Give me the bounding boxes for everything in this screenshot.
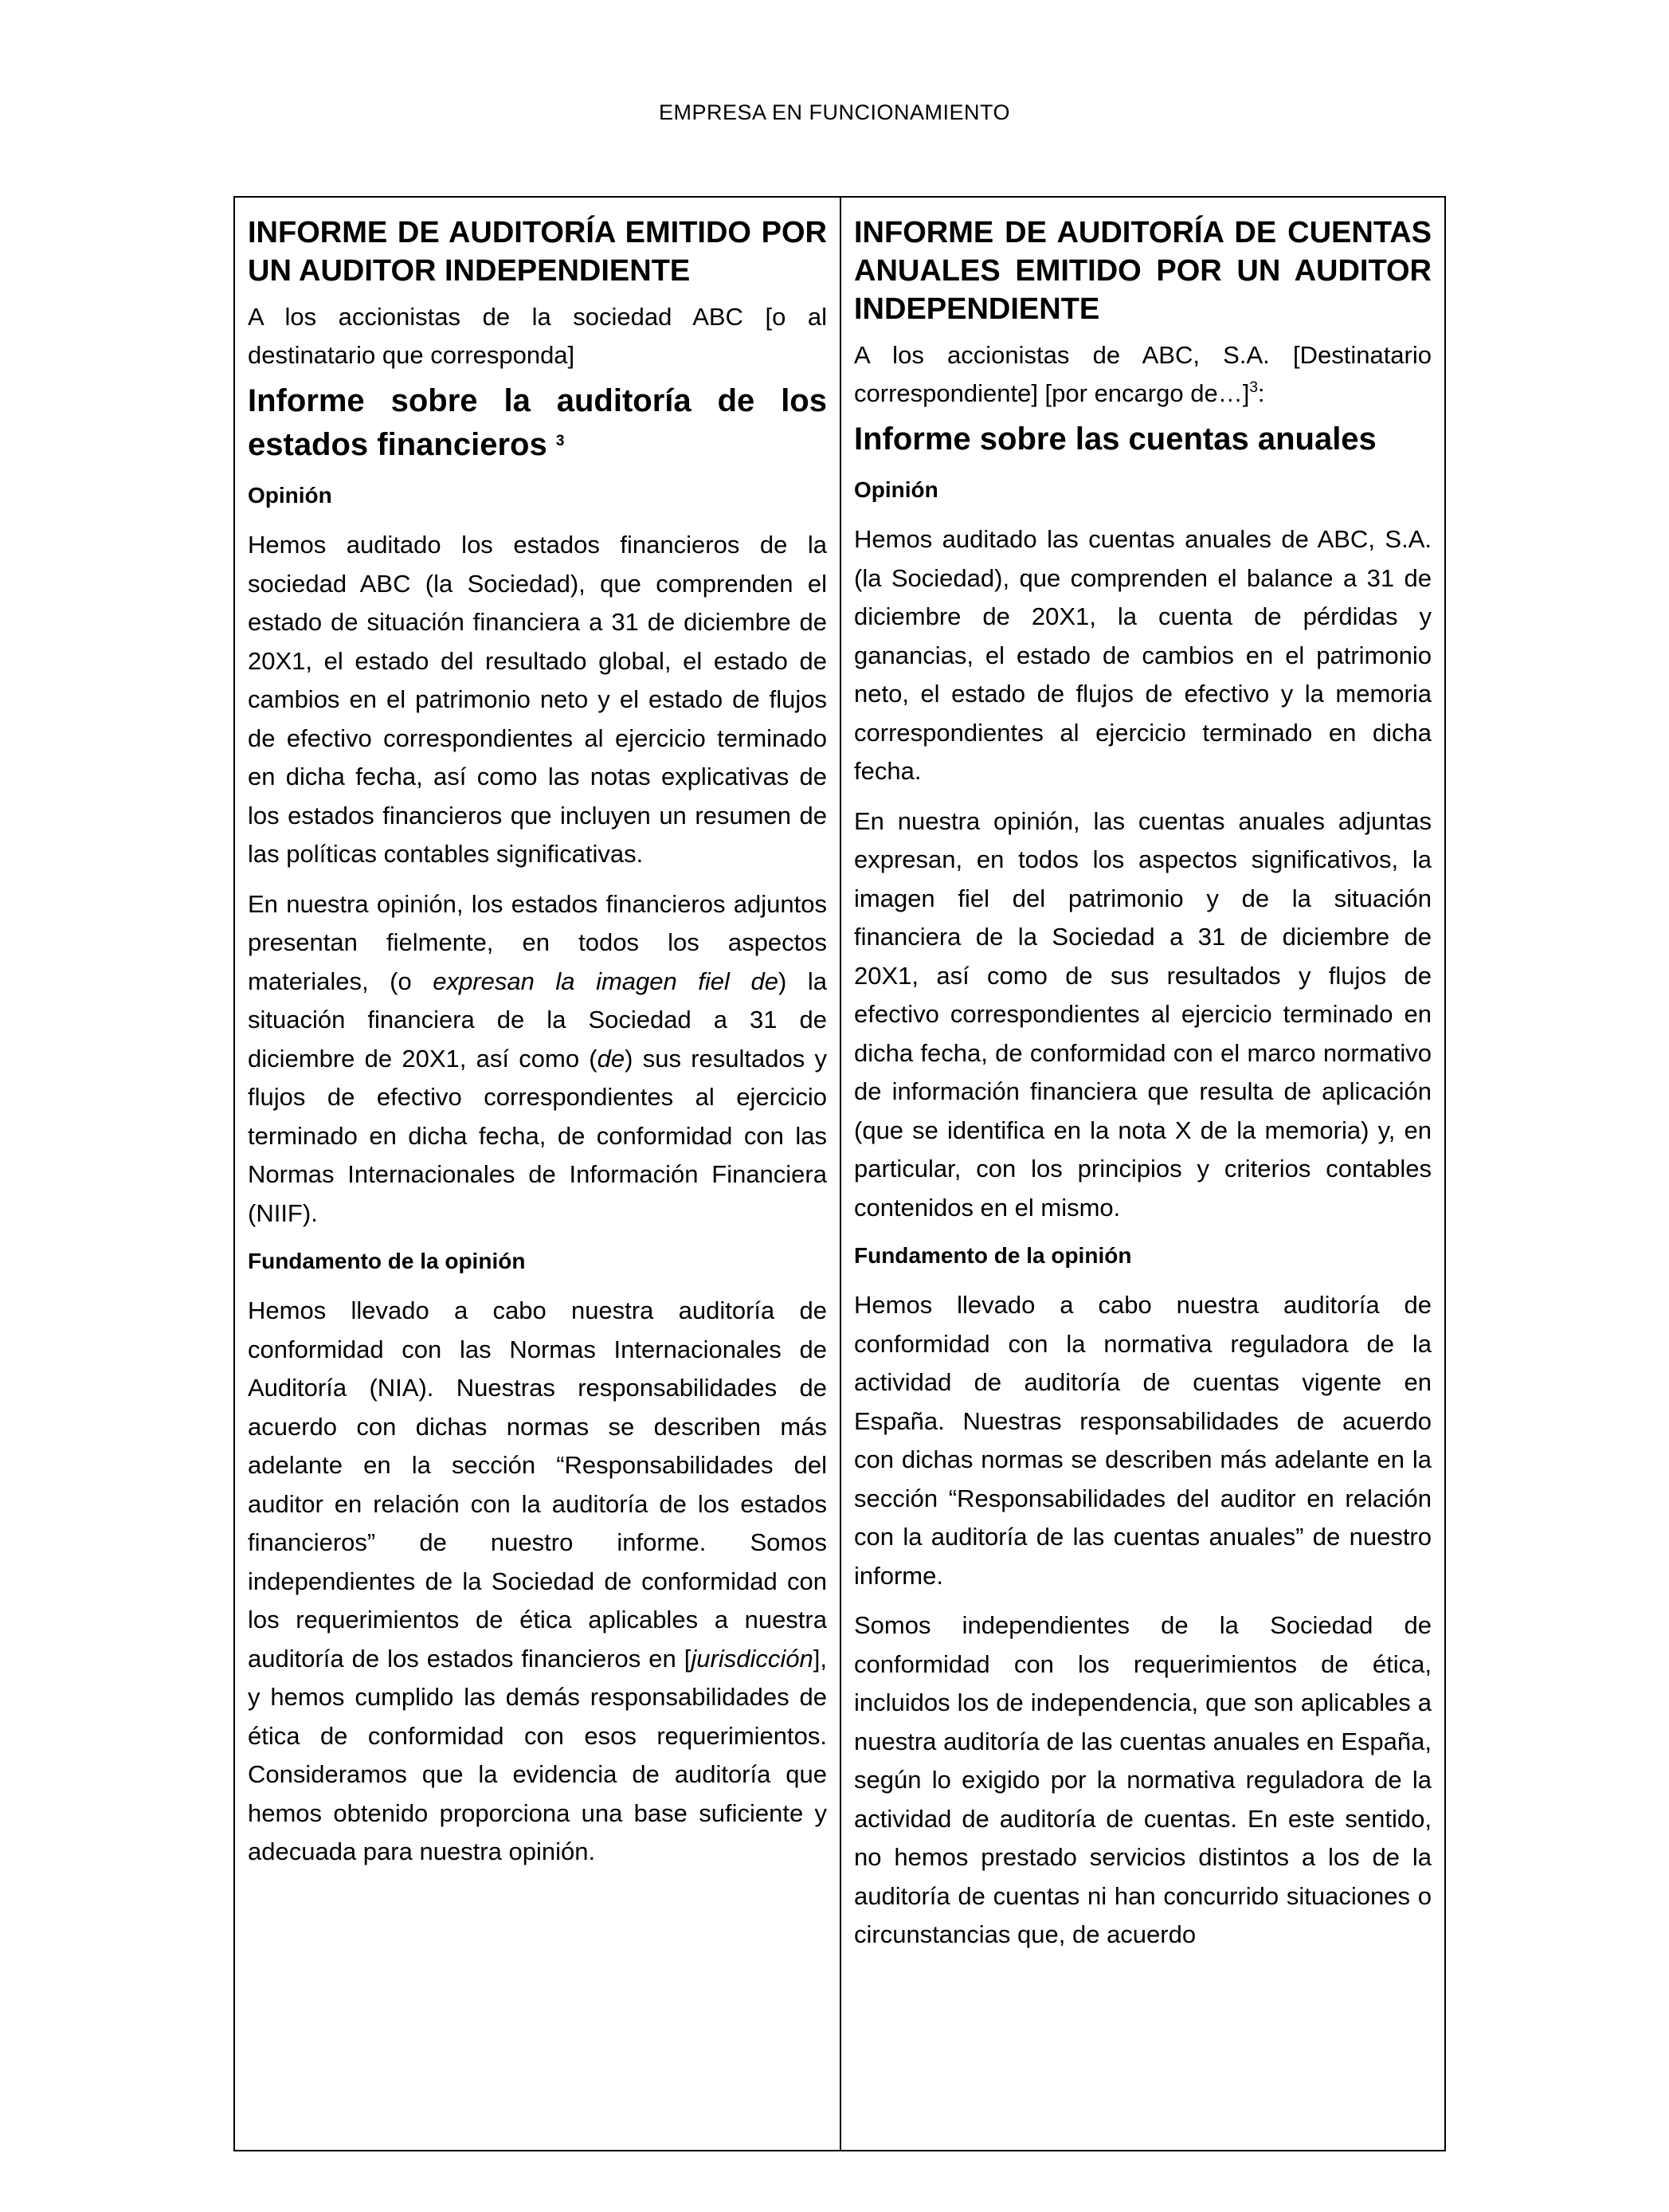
text-run: ], y hemos cumplido las demás responsabilidades de ética de conformidad con esos requerimientos. Consideramos que la evidencia de auditoría que hemos obtenido proporciona una base suficiente y adecuada para nuestra opinión. — [248, 1644, 827, 1865]
italic-run: expresan la imagen fiel de — [433, 967, 778, 995]
text-run: ) la situación financiera de la Sociedad a 31 de diciembre de 20X1, así como ( — [248, 967, 827, 1073]
right-opinion-paragraph-2: En nuestra opinión, las cuentas anuales adjuntas expresan, en todos los aspectos significativos, la imagen fiel del patrimonio y de la situación financiera de la Sociedad a 31 de diciembre de 20X1, así como de sus resultados y flujos de efectivo correspondientes al ejercicio terminado en dicha fecha, de conformidad con el marco normativo de información financiera que resulta de aplicación (que se identifica en la nota X de la memoria) y, en particular, con los principios y criterios contables contenidos en el mismo. — [854, 806, 1432, 1222]
left-opinion-paragraph-1: Hemos auditado los estados financieros de la sociedad ABC (la Sociedad), que comprenden el estado de situación financiera a 31 de diciembre de 20X1, el estado del resultado global, el estado de cambios en el patrimonio neto y el estado de flujos de efectivo correspondientes al ejercicio terminado en dicha fecha, así como las notas explicativas de los estados financieros que incluyen un resumen de las políticas contables significativas. — [248, 531, 827, 868]
left-basis-paragraph — [248, 1292, 827, 1872]
right-column — [841, 198, 1444, 2150]
left-addressee: A los accionistas de la sociedad ABC [o al destinatario que corresponda] — [248, 303, 827, 369]
text-run: A los accionistas de ABC, S.A. [Destinatario correspondiente] [por encargo de…] — [854, 341, 1432, 407]
left-heading-text: Informe sobre la auditoría de los estados financieros — [248, 383, 827, 462]
left-opinion-paragraph-2 — [248, 885, 827, 1233]
right-heading: Informe sobre las cuentas anuales — [854, 422, 1377, 457]
right-opinion-paragraph-1: Hemos auditado las cuentas anuales de ABC, S.A. (la Sociedad), que comprenden el balance a 31 de diciembre de 20X1, la cuenta de pérdidas y ganancias, el estado de cambios en el patrimonio neto, el estado de flujos de efectivo y la memoria correspondientes al ejercicio terminado en dicha fecha. — [854, 525, 1432, 785]
left-column — [235, 198, 840, 2150]
left-heading — [248, 379, 827, 467]
text-run: Hemos llevado a cabo nuestra auditoría de conformidad con las Normas Internacionales de Auditoría (NIA). Nuestras responsabilidades de acuerdo con dichas normas se describen más adelante en la sección “Responsabilidades del auditor en relación con la auditoría de los estados financieros” de nuestro informe. Somos independientes de la Sociedad de conformidad con los requerimientos de ética aplicables a nuestra auditoría de los estados financieros en [ — [248, 1296, 827, 1673]
page-header: EMPRESA EN FUNCIONAMIENTO — [658, 100, 1011, 124]
right-opinion-label: Opinión — [854, 477, 938, 502]
right-title: INFORME DE AUDITORÍA DE CUENTAS ANUALES EMITIDO POR UN AUDITOR INDEPENDIENTE — [854, 216, 1432, 326]
left-heading-footnote: 3 — [555, 433, 565, 449]
left-opinion-label: Opinión — [248, 483, 332, 508]
left-basis-label: Fundamento de la opinión — [248, 1249, 526, 1273]
right-basis-paragraph-1: Hemos llevado a cabo nuestra auditoría de conformidad con la normativa reguladora de la actividad de auditoría de cuentas vigente en España. Nuestras responsabilidades de acuerdo con dichas normas se describen más adelante en la sección “Responsabilidades del auditor en relación con la auditoría de las cuentas anuales” de nuestro informe. — [854, 1291, 1432, 1590]
italic-run: jurisdicción — [691, 1644, 813, 1673]
text-run: : — [1257, 379, 1265, 407]
right-basis-paragraph-2: Somos independientes de la Sociedad de conformidad con los requerimientos de ética, incluidos los de independencia, que son aplicables a nuestra auditoría de las cuentas anuales en España, según lo exigido por la normativa reguladora de la actividad de auditoría de cuentas. En este sentido, no hemos prestado servicios distintos a los de la auditoría de cuentas ni han concurrido situaciones o circunstancias que, de acuerdo — [854, 1611, 1432, 1948]
text-run: En nuestra opinión, los estados financieros adjuntos presentan fielmente, en todos los aspectos materiales, (o — [248, 889, 827, 995]
right-basis-label: Fundamento de la opinión — [854, 1243, 1132, 1268]
left-title: INFORME DE AUDITORÍA EMITIDO POR UN AUDITOR INDEPENDIENTE — [248, 216, 827, 288]
right-addressee — [854, 336, 1432, 413]
right-addressee-footnote: 3 — [1249, 379, 1258, 396]
comparison-table — [233, 196, 1446, 2151]
italic-run: de — [597, 1044, 625, 1073]
text-run: ) sus resultados y flujos de efectivo correspondientes al ejercicio terminado en dicha fecha, de conformidad con las Normas Internacionales de Información Financiera (NIIF). — [248, 1044, 827, 1227]
